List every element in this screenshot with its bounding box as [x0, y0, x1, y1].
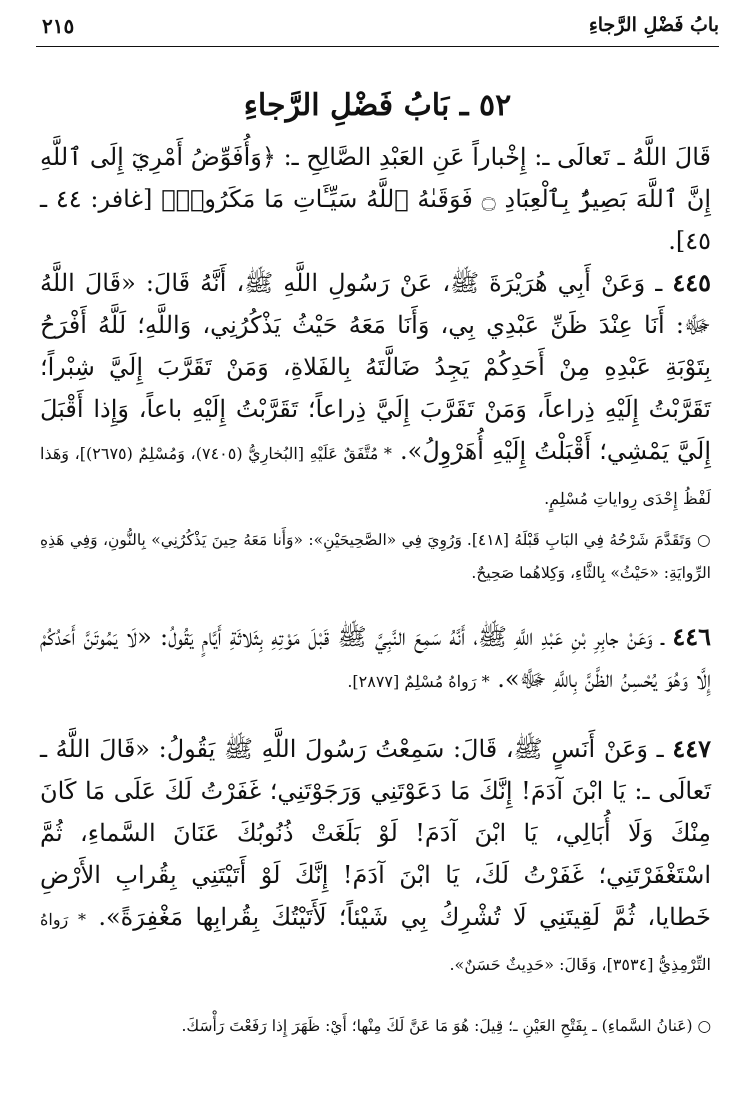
commentary-note-447 [40, 1010, 711, 1043]
hadith-text: ـ وَعَنْ أَنَسٍ ﷺ، قَالَ: سَمِعْتُ رَسُولَ اللَّهِ ﷺ يَقُولُ: «قَالَ اللَّهُ ـ تَعالَى ـ: يَا ابْنَ آدَمَ! إِنَّكَ مَا دَعَوْتَنِي وَرَجَوْتَنِي؛ غَفَرْتُ لَكَ عَلَى مَا كَانَ مِنْكَ وَلَا أُبَالِي، يَا ابْنَ آدَمَ! لَوْ بَلَغَتْ ذُنُوبُكَ عَنَانَ السَّماءِ، ثُمَّ اسْتَغْفَرْتَنِي؛ غَفَرْتُ لَكَ، يَا ابْنَ آدَمَ! إِنَّكَ لَوْ أَتَيْتَنِي بِقُرابِ الأَرْضِ خَطايا، ثُمَّ لَقِيتَنِي لَا تُشْرِكُ بِي شَيْئاً؛ لَأَتَيْتُكَ بِقُرابِها مَغْفِرَةً». [40, 735, 711, 931]
hadith-source: * رَواهُ التِّرْمِذِيُّ [٣٥٣٤]، وَقَالَ: «حَدِيثٌ حَسَنٌ». [40, 910, 711, 974]
hadith-text: ـ وَعَنْ جابِرِ بْنِ عَبْدِ اللَّهِ ﷺ، أَنَّهُ سَمِعَ النَّبِيَّ ﷺ قَبْلَ مَوْتِهِ بِثَلاثَةِ أَيَّامٍ يَقُولُ: «لَا يَمُوتَنَّ أَحَدُكُمْ إِلَّا وَهُوَ يُحْسِنُ الظَّنَّ بِاللَّهِ ﷻ». [40, 623, 711, 693]
hadith-number: ٤٤٧ [672, 734, 711, 763]
hadith-source: * رَواهُ مُسْلِمٌ [٢٨٧٧]. [347, 672, 490, 691]
hadith-source: * مُتَّفَقٌ عَلَيْهِ [البُخارِيُّ (٧٤٠٥)، وَمُسْلِمٌ (٢٦٧٥)]، وَهَذا لَفْظُ إِحْدَى رِواياتِ مُسْلِمٍ. [40, 444, 711, 508]
hadith-number: ٤٤٥ [672, 268, 711, 297]
page-number: ٢١٥ [42, 14, 75, 38]
commentary-note-445 [40, 524, 711, 590]
chapter-title: ٥٢ ـ بَابُ فَضْلِ الرَّجاءِ [243, 88, 512, 123]
hadith-446 [40, 616, 711, 703]
running-title: بابُ فَضْلِ الرَّجاءِ [588, 14, 719, 36]
hadith-447 [40, 728, 711, 986]
intro-text: قَالَ اللَّهُ ـ تَعالَى ـ: إِخْباراً عَنِ العَبْدِ الصَّالِحِ ـ: ﴿وَأُفَوِّضُ أَمْرِيٓ إِلَى ٱللَّهِ إِنَّ ٱللَّهَ بَصِيرٌۢ بِٱلْعِبَادِ ۝ فَوَقَىٰهُ ٱللَّهُ سَيِّـَٔاتِ مَا مَكَرُوا۟﴾ [40, 143, 711, 213]
hadith-number: ٤٤٦ [672, 622, 711, 651]
hadith-445 [40, 262, 711, 520]
note-text: ○ (عَنانُ السَّماءِ) ـ بِفَتْحِ العَيْنِ ـ؛ قِيلَ: هُوَ مَا عَنَّ لَكَ مِنْها؛ أَيْ: ظَهَرَ إِذا رَفَعْتَ رَأْسَكَ. [181, 1017, 711, 1035]
quran-reference: [غافر: ٤٤ ـ ٤٥]. [40, 185, 711, 255]
running-header [36, 12, 719, 47]
hadith-text: ـ وَعَنْ أَبِي هُرَيْرَةَ ﷺ، عَنْ رَسُولِ اللَّهِ ﷺ، أَنَّهُ قَالَ: «قَالَ اللَّهُ ﷻ: أَنَا عِنْدَ ظَنِّ عَبْدِي بِي، وَأَنَا مَعَهُ حَيْثُ يَذْكُرُنِي، وَاللَّهِ؛ لَلَّهُ أَفْرَحُ بِتَوْبَةِ عَبْدِهِ مِنْ أَحَدِكُمْ يَجِدُ ضَالَّتَهُ بِالفَلاةِ، وَمَنْ تَقَرَّبَ إِلَيَّ شِبْراً؛ تَقَرَّبْتُ إِلَيْهِ ذِراعاً، وَمَنْ تَقَرَّبَ إِلَيَّ ذِراعاً؛ تَقَرَّبْتُ إِلَيْهِ باعاً، وَإِذا أَقْبَلَ إِلَيَّ يَمْشِي؛ أَقْبَلْتُ إِلَيْهِ أُهَرْوِلُ». [40, 269, 711, 465]
note-text: ○ وَتَقَدَّمَ شَرْحُهُ فِي البَابِ قَبْلَهُ [٤١٨]. وَرُوِيَ فِي «الصَّحِيحَيْنِ»: «وَأَنا مَعَهُ حِينَ يَذْكُرُنِي» بِالنُّونِ، وَفِي هَذِهِ الرِّوايَةِ: «حَيْثُ» بِالثَّاءِ، وَكِلاهُما صَحِيحٌ. [40, 531, 711, 582]
chapter-intro [40, 136, 711, 262]
